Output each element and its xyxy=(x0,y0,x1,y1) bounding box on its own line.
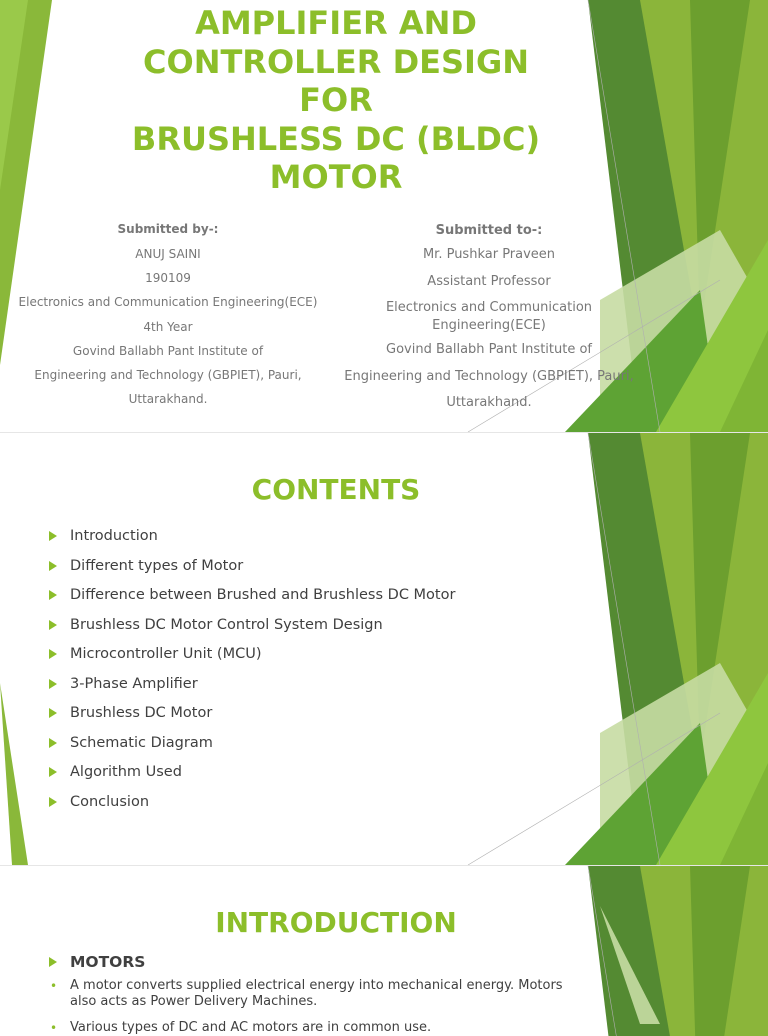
supervisor-designation: Assistant Professor xyxy=(427,273,551,289)
institute-line: Engineering and Technology (GBPIET), Pauri, xyxy=(344,368,634,384)
bullet-triangle-icon xyxy=(49,738,57,748)
student-name: ANUJ SAINI xyxy=(135,247,201,261)
list-item xyxy=(48,790,455,820)
slide-title: INTRODUCTION xyxy=(215,906,457,939)
bullet-triangle-icon xyxy=(49,797,57,807)
bullet-triangle-icon xyxy=(49,957,57,967)
institute-line: Uttarakhand. xyxy=(446,395,532,410)
year: 4th Year xyxy=(143,319,193,334)
introduction-body xyxy=(48,950,588,1036)
list-item xyxy=(48,701,455,731)
slide-title: CONTENTS xyxy=(251,473,421,506)
section-heading xyxy=(48,950,588,974)
bullet-dot-icon: • xyxy=(50,1021,58,1035)
bullet-triangle-icon xyxy=(49,561,57,571)
list-item xyxy=(48,613,455,643)
institute-line: Engineering and Technology (GBPIET), Pauri, xyxy=(34,368,302,383)
supervisor-name: Mr. Pushkar Praveen xyxy=(422,247,556,262)
list-item xyxy=(48,731,455,761)
submitted-by-block xyxy=(8,220,328,411)
institute-line: Uttarakhand. xyxy=(128,392,208,407)
institute-line: Govind Ballabh Pant Institute of xyxy=(72,343,264,358)
list-item-label: Conclusion xyxy=(70,793,150,810)
list-item-label: Algorithm Used xyxy=(70,764,182,780)
title-line: FOR xyxy=(299,81,373,119)
list-item-label: Difference between Brushed and Brushless DC Motor xyxy=(70,587,456,603)
bullet-triangle-icon xyxy=(49,531,57,541)
paragraph xyxy=(48,1020,588,1036)
list-item-label: Schematic Diagram xyxy=(70,734,213,751)
paragraph xyxy=(48,978,588,1010)
submitted-by-heading: Submitted by-: xyxy=(117,222,219,236)
bullet-dot-icon: • xyxy=(50,979,58,993)
paragraph-text: A motor converts supplied electrical energy into mechanical energy. Motors also acts as Power Delivery Machines. xyxy=(70,978,563,1009)
title-slide xyxy=(0,0,768,432)
submitted-to-heading: Submitted to-: xyxy=(435,223,543,238)
list-item xyxy=(48,583,455,613)
title-line: MOTOR xyxy=(269,158,403,196)
bullet-triangle-icon xyxy=(49,679,57,689)
title-line: AMPLIFIER AND xyxy=(195,4,477,42)
list-item xyxy=(48,642,455,672)
presentation-title xyxy=(0,4,672,197)
introduction-slide xyxy=(0,866,768,1035)
roll-number: 190109 xyxy=(145,271,191,286)
list-item xyxy=(48,524,455,554)
section-heading-label: MOTORS xyxy=(70,953,146,971)
paragraph-text: Various types of DC and AC motors are in common use. xyxy=(70,1020,432,1035)
bullet-triangle-icon xyxy=(49,649,57,659)
department: Electronics and Communication Engineering(ECE) xyxy=(18,295,318,310)
title-line: CONTROLLER DESIGN xyxy=(143,42,529,81)
submitted-to-block xyxy=(330,220,648,417)
bullet-triangle-icon xyxy=(49,708,57,718)
list-item xyxy=(48,554,455,584)
department: Electronics and Communication Engineering(ECE) xyxy=(385,300,593,333)
contents-slide xyxy=(0,433,768,865)
list-item-label: Brushless DC Motor Control System Design xyxy=(70,616,383,633)
bullet-triangle-icon xyxy=(49,767,57,777)
list-item xyxy=(48,760,455,790)
title-line: BRUSHLESS DC (BLDC) xyxy=(131,119,541,158)
bullet-triangle-icon xyxy=(49,590,57,600)
contents-list xyxy=(48,524,455,819)
list-item-label: Introduction xyxy=(70,528,158,544)
bullet-triangle-icon xyxy=(49,620,57,630)
list-item-label: Brushless DC Motor xyxy=(70,705,213,721)
institute-line: Govind Ballabh Pant Institute of xyxy=(386,342,592,357)
list-item-label: Different types of Motor xyxy=(70,557,244,574)
list-item xyxy=(48,672,455,702)
list-item-label: 3-Phase Amplifier xyxy=(70,675,198,692)
list-item-label: Microcontroller Unit (MCU) xyxy=(70,646,262,662)
